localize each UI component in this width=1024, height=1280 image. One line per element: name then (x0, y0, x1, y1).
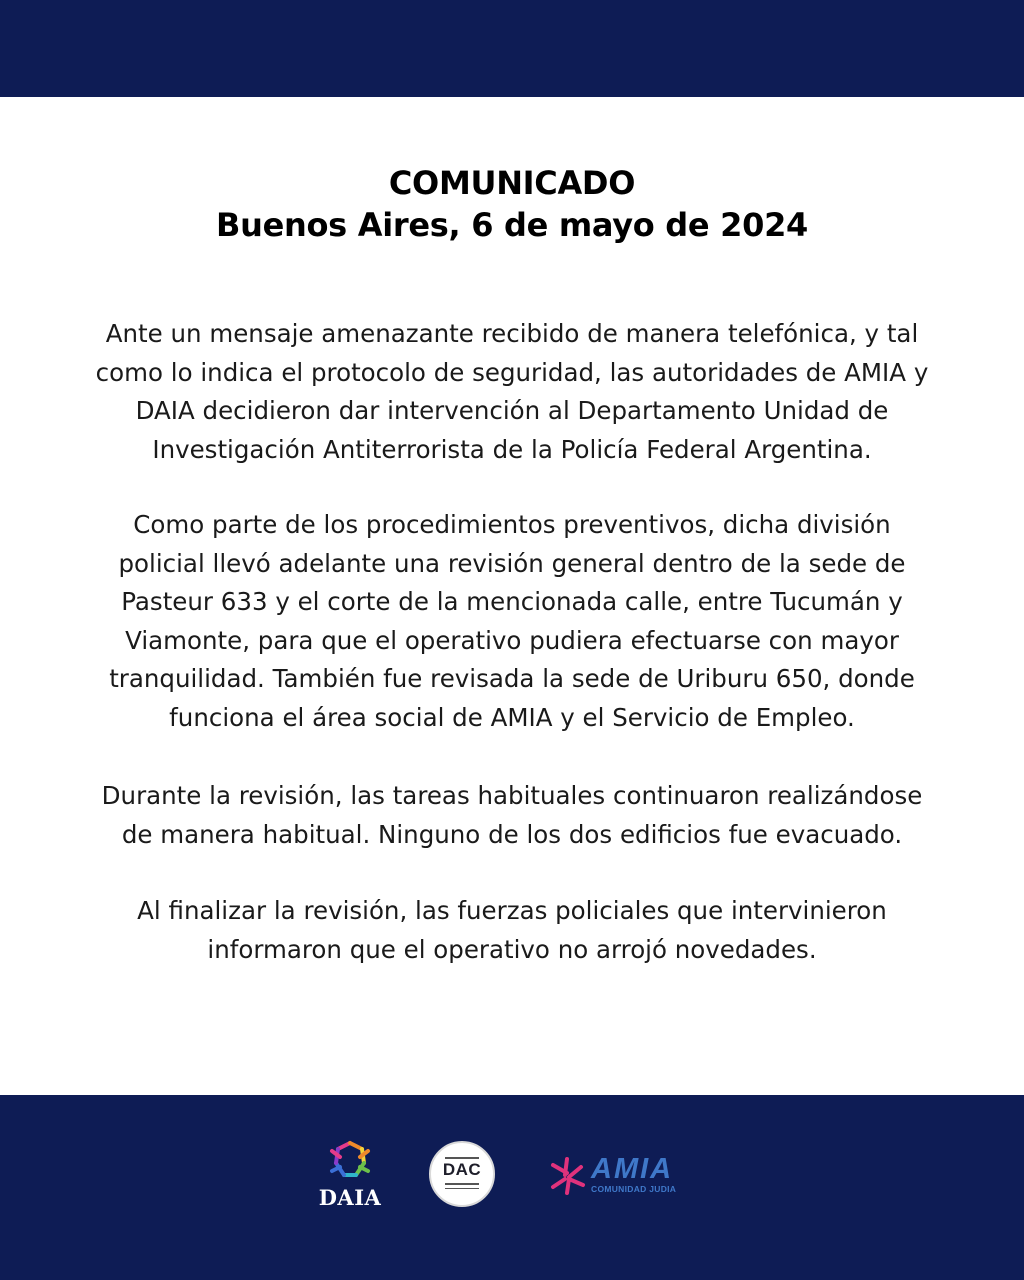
multicolor-star-icon (308, 1137, 392, 1185)
amia-tagline: COMUNIDAD JUDIA (591, 1184, 677, 1194)
dac-wordmark: DAC (442, 1160, 482, 1179)
statement-heading (0, 162, 1024, 246)
paragraph-1: Ante un mensaje amenazante recibido de manera telefónica, y tal como lo indica el protocolo de seguridad, las autoridades de AMIA y DAIA decidieron dar intervención al Departamento Unidad de Investigación Antiterrorista de la Policía Federal Argentina. (95, 319, 929, 464)
daia-logo (308, 1137, 392, 1213)
dac-seal-line-bottom (445, 1183, 479, 1185)
statement-title: COMUNICADO (388, 164, 636, 202)
statement-body (0, 97, 1024, 1095)
pink-star-icon (547, 1155, 589, 1197)
top-banner (0, 0, 1024, 97)
statement-date: Buenos Aires, 6 de mayo de 2024 (216, 206, 808, 244)
paragraph-3: Durante la revisión, las tareas habituales continuaron realizándose de manera habitual. Ninguno de los dos edificios fue evacuado. (101, 781, 923, 849)
dac-seal-line-small (445, 1188, 479, 1189)
footer-banner (0, 1095, 1024, 1280)
dac-logo (429, 1141, 495, 1207)
paragraph-2: Como parte de los procedimientos preventivos, dicha división policial llevó adelante una revisión general dentro de la sede de Pasteur 633 y el corte de la mencionada calle, entre Tucumán y Viamonte, para que el operativo pudiera efectuarse con mayor tranquilidad. También fue revisada la sede de Uriburu 650, donde funciona el área social de AMIA y el Servicio de Empleo. (109, 510, 915, 732)
dac-seal-line-top (445, 1157, 479, 1159)
amia-logo (547, 1153, 697, 1201)
daia-wordmark: DAIA (318, 1185, 382, 1210)
amia-wordmark: AMIA (591, 1153, 674, 1185)
paragraph-4: Al finalizar la revisión, las fuerzas policiales que intervinieron informaron que el operativo no arrojó novedades. (137, 896, 887, 964)
